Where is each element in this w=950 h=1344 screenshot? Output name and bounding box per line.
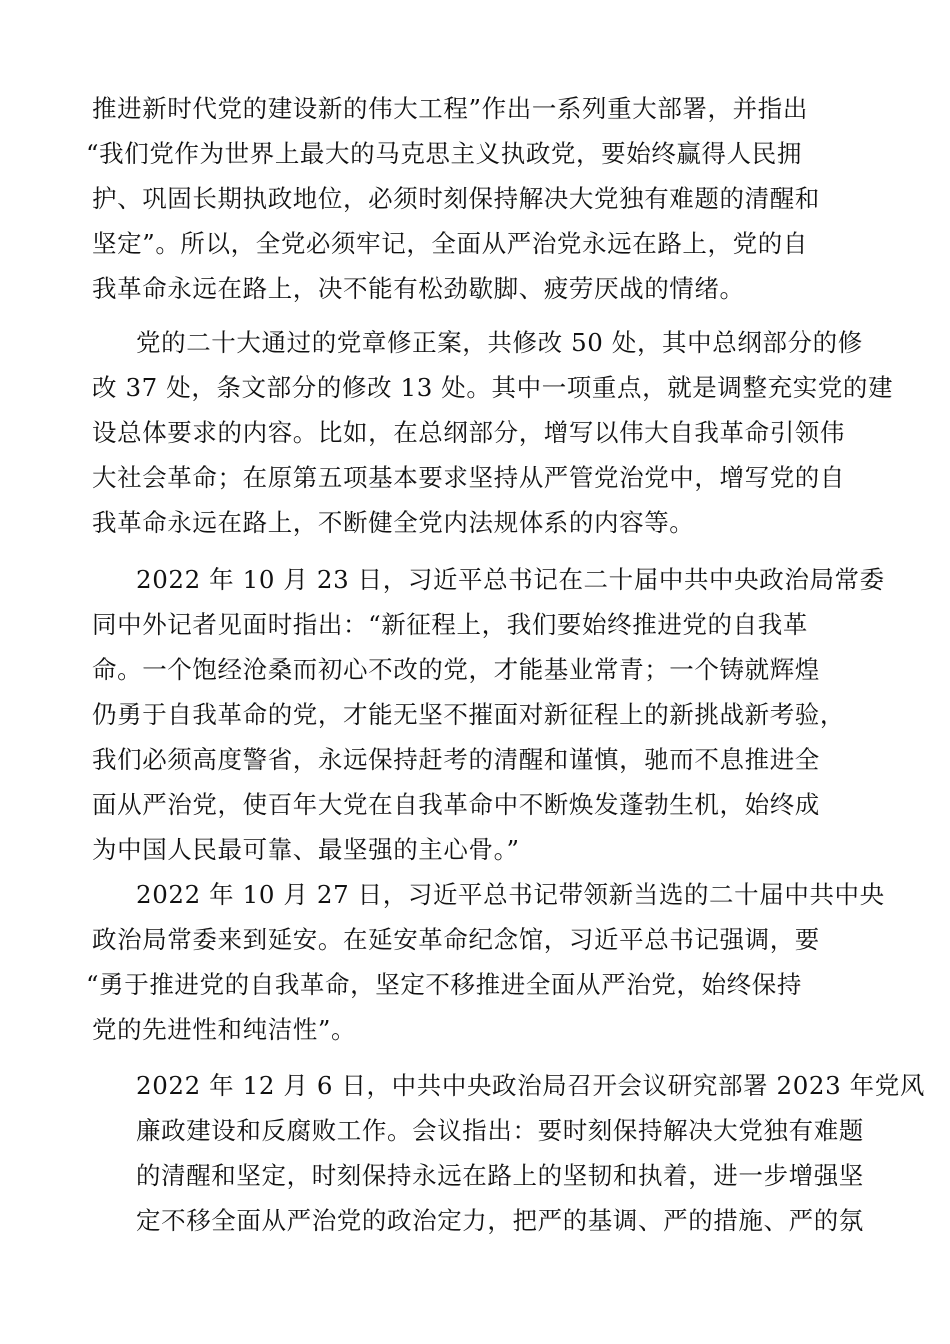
text-line: 党的先进性和纯洁性”。 — [92, 1015, 357, 1044]
text-line: “勇于推进党的自我革命，坚定不移推进全面从严治党，始终保持 — [86, 970, 802, 999]
text-line: 护、巩固长期执政地位，必须时刻保持解决大党独有难题的清醒和 — [92, 184, 820, 213]
text-line: 廉政建设和反腐败工作。会议指出：要时刻保持解决大党独有难题 — [136, 1116, 864, 1145]
text-line: 政治局常委来到延安。在延安革命纪念馆，习近平总书记强调，要 — [92, 925, 820, 954]
text-line: 我革命永远在路上，决不能有松劲歇脚、疲劳厌战的情绪。 — [92, 274, 745, 303]
paragraph-5 — [136, 1063, 925, 1243]
text-line: 为中国人民最可靠、最坚强的主心骨。” — [92, 835, 520, 864]
text-line: 我们必须高度警省，永远保持赶考的清醒和谨慎，驰而不息推进全 — [92, 745, 820, 774]
text-line: 设总体要求的内容。比如，在总纲部分，增写以伟大自我革命引领伟 — [92, 418, 845, 447]
text-line: 2022 年 10 月 27 日，习近平总书记带领新当选的二十届中共中央 — [136, 880, 885, 909]
paragraph-3 — [92, 557, 885, 872]
text-line: 坚定”。所以，全党必须牢记，全面从严治党永远在路上，党的自 — [92, 229, 808, 258]
text-line: 2022 年 12 月 6 日，中共中央政治局召开会议研究部署 2023 年党风 — [136, 1071, 925, 1100]
paragraph-4 — [86, 872, 885, 1052]
text-line: 的清醒和坚定，时刻保持永远在路上的坚韧和执着，进一步增强坚 — [136, 1161, 864, 1190]
text-line: 仍勇于自我革命的党，才能无坚不摧面对新征程上的新挑战新考验， — [92, 700, 845, 729]
text-line: 党的二十大通过的党章修正案，共修改 50 处，其中总纲部分的修 — [136, 328, 863, 357]
text-line: 同中外记者见面时指出：“新征程上，我们要始终推进党的自我革 — [92, 610, 808, 639]
paragraph-2 — [92, 320, 894, 545]
paragraph-1 — [86, 86, 882, 311]
text-line: 面从严治党，使百年大党在自我革命中不断焕发蓬勃生机，始终成 — [92, 790, 820, 819]
text-line: 我革命永远在路上，不断健全党内法规体系的内容等。 — [92, 508, 695, 537]
text-line: 命。一个饱经沧桑而初心不改的党，才能基业常青；一个铸就辉煌 — [92, 655, 820, 684]
text-line: 大社会革命；在原第五项基本要求坚持从严管党治党中，增写党的自 — [92, 463, 845, 492]
text-line: 定不移全面从严治党的政治定力，把严的基调、严的措施、严的氛 — [136, 1206, 864, 1235]
text-line: 推进新时代党的建设新的伟大工程”作出一系列重大部署，并指出 — [92, 94, 808, 123]
text-line: 改 37 处，条文部分的修改 13 处。其中一项重点，就是调整充实党的建 — [92, 373, 894, 402]
text-line: “我们党作为世界上最大的马克思主义执政党，要始终赢得人民拥 — [86, 139, 802, 168]
text-line: 2022 年 10 月 23 日，习近平总书记在二十届中共中央政治局常委 — [136, 565, 885, 594]
